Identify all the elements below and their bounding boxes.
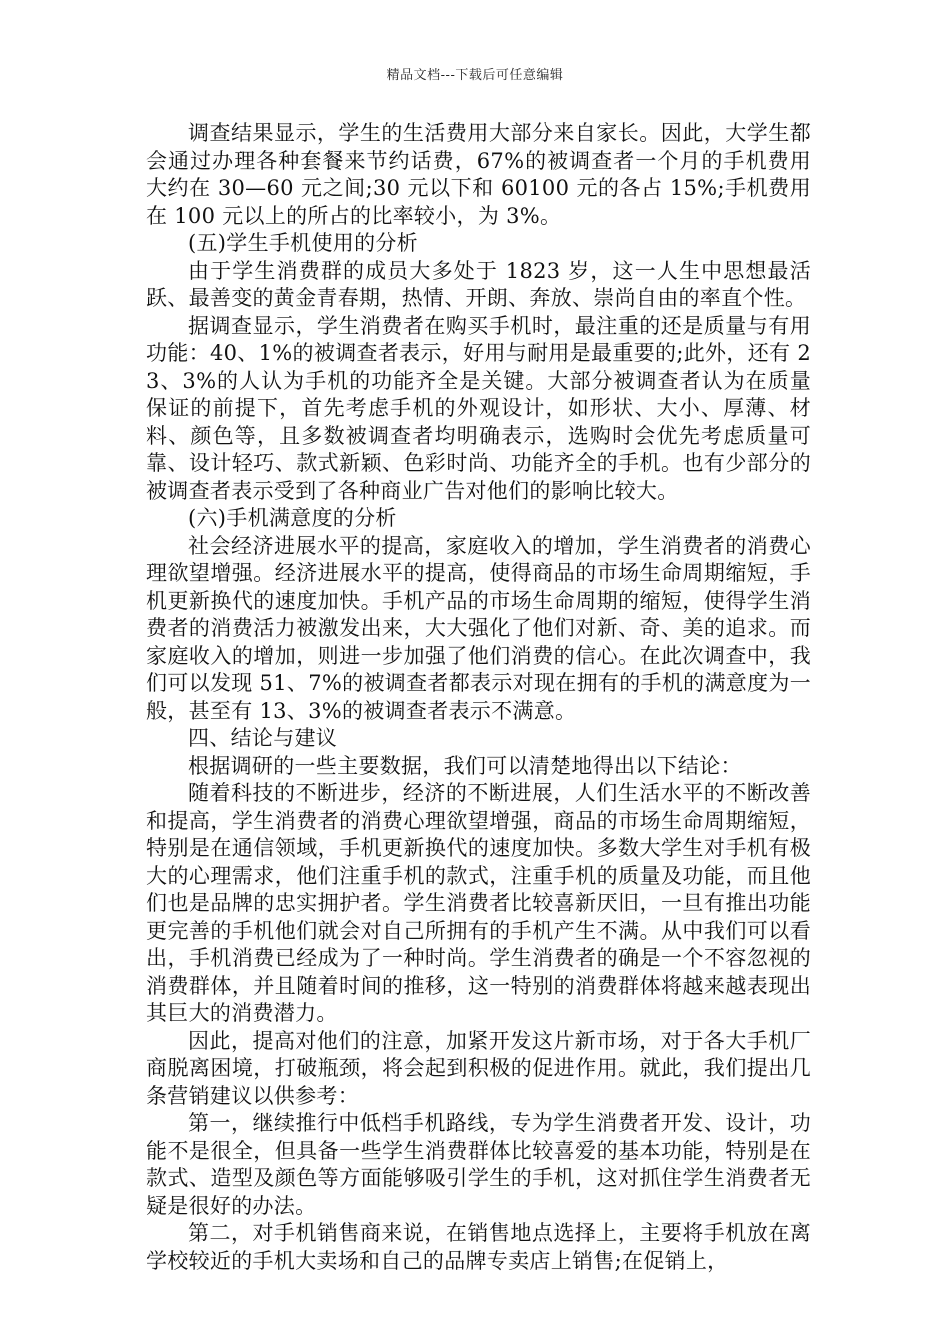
section-heading-satisfaction: (六)手机满意度的分析 [188,506,397,530]
page-header: 精品文档---下载后可任意编辑 [386,68,564,83]
paragraph-purchase-factors: 据调查显示，学生消费者在购买手机时，最注重的还是质量与有用功能：40、1%的被调查者表示，好用与耐用是最重要的;此外，还有 23、3%的人认为手机的功能齐全是关键。大部分被调查者认为在质量保证的前提下，首先考虑手机的外观设计，如形状、大小、厚薄、材料、颜色等，且多数被调查者均明确表示，选购时会优先考虑质量可靠、设计轻巧、款式新颖、色彩时尚、功能齐全的手机。也有少部分的被调查者表示受到了各种商业广告对他们的影响比较大。 [146,313,811,503]
paragraph-recommendation-second: 第二，对手机销售商来说，在销售地点选择上，主要将手机放在离学校较近的手机大卖场和自己的品牌专卖店上销售;在促销上， [146,1221,811,1273]
document-body [146,120,811,1275]
paragraph-satisfaction: 社会经济进展水平的提高，家庭收入的增加，学生消费者的消费心理欲望增强。经济进展水平的提高，使得商品的市场生命周期缩短，手机更新换代的速度加快。手机产品的市场生命周期的缩短，使得学生消费者的消费活力被激发出来，大大强化了他们对新、奇、美的追求。而家庭收入的增加，则进一步加强了他们消费的信心。在此次调查中，我们可以发现 51、7%的被调查者都表示对现在拥有的手机的满意度为一般，甚至有 13、3%的被调查者表示不满意。 [146,533,811,723]
section-heading-usage: (五)学生手机使用的分析 [188,231,418,255]
paragraph-recommendation-first: 第一，继续推行中低档手机路线，专为学生消费者开发、设计，功能不是很全，但具备一些学生消费群体比较喜爱的基本功能，特别是在款式、造型及颜色等方面能够吸引学生的手机，这对抓住学生消费者无疑是很好的办法。 [146,1111,811,1218]
paragraph-expense-survey: 调查结果显示，学生的生活费用大部分来自家长。因此，大学生都会通过办理各种套餐来节约话费，67%的被调查者一个月的手机费用大约在 30—60 元之间;30 元以下和 60100 元的各占 15%;手机费用在 100 元以上的所占的比率较小，为 3%。 [146,121,811,228]
section-heading-conclusion: 四、结论与建议 [188,726,338,750]
paragraph-conclusion-intro: 根据调研的一些主要数据，我们可以清楚地得出以下结论： [188,753,742,778]
paragraph-conclusion-body: 随着科技的不断进步，经济的不断进展，人们生活水平的不断改善和提高，学生消费者的消费心理欲望增强，商品的市场生命周期缩短，特别是在通信领域，手机更新换代的速度加快。多数大学生对手机有极大的心理需求，他们注重手机的款式，注重手机的质量及功能，而且他们也是品牌的忠实拥护者。学生消费者比较喜新厌旧，一旦有推出功能更完善的手机他们就会对自己所拥有的手机产生不满。从中我们可以看出，手机消费已经成为了一种时尚。学生消费者的确是一个不容忽视的消费群体，并且随着时间的推移，这一特别的消费群体将越来越表现出其巨大的消费潜力。 [146,781,811,1025]
paragraph-student-age: 由于学生消费群的成员大多处于 1823 岁，这一人生中思想最活跃、最善变的黄金青春期，热情、开朗、奔放、崇尚自由的率直个性。 [146,258,811,310]
paragraph-recommendation-intro: 因此，提高对他们的注意，加紧开发这片新市场，对于各大手机厂商脱离困境，打破瓶颈，将会起到积极的促进作用。就此，我们提出几条营销建议以供参考： [146,1028,811,1108]
